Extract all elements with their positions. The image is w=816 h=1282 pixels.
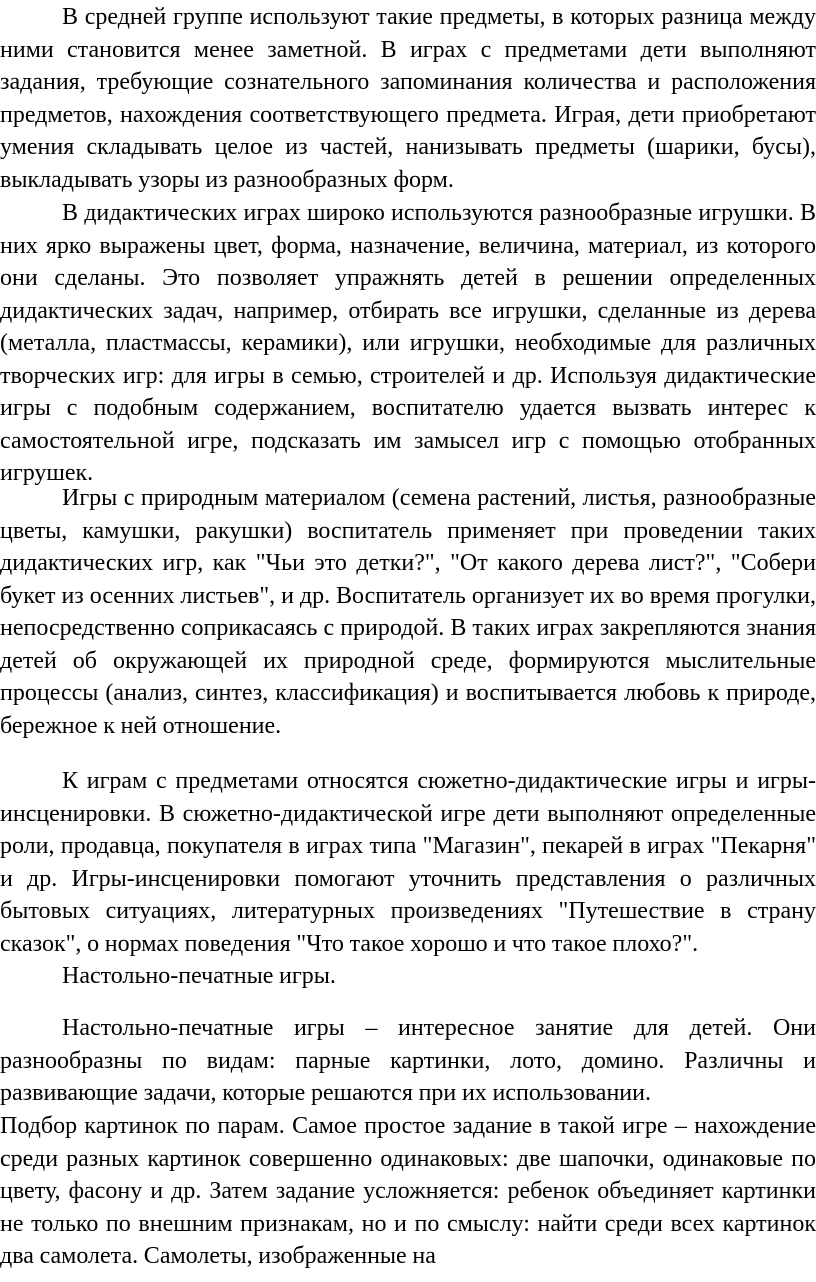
paragraph-plot-didactic-games: К играм с предметами относятся сюжетно-дидактические игры и игры-инсценировки. В сюжетно-дидактической игре дети выполняют определенные роли, продавца, покупателя в играх типа "Магазин", пекарей в играх "Пекарня" и др. Игры-инсценировки помогают уточнить представления о различных бытовых ситуациях, литературных произведениях "Путешествие в страну сказок", о нормах поведения "Что такое хорошо и что такое плохо?". (0, 768, 816, 957)
paragraph-didactic-toys: В дидактических играх широко используются разнообразные игрушки. В них ярко выражены цвет, форма, назначение, величина, материал, из которого они сделаны. Это позволяет упражнять детей в решении определенных дидактических задач, например, отбирать все игрушки, сделанные из дерева (металла, пластмассы, керамики), или игрушки, необходимые для различных творческих игр: для игры в семью, строителей и др. Используя дидактические игры с подобным содержанием, воспитателю удается вызвать интерес к самостоятельной игре, подсказать им замысел игр с помощью отобранных игрушек. (0, 200, 816, 486)
paragraph-natural-material-games: Игры с природным материалом (семена растений, листья, разнообразные цветы, камушки, ракушки) воспитатель применяет при проведении таких дидактических игр, как "Чьи это детки?", "От какого дерева лист?", "Собери букет из осенних листьев", и др. Воспитатель организует их во время прогулки, непосредственно соприкасаясь с природой. В таких играх закрепляются знания детей об окружающей их природной среде, формируются мыслительные процессы (анализ, синтез, классификация) и воспитывается любовь к природе, бережное к ней отношение. (0, 485, 816, 739)
paragraph-board-games-description: Настольно-печатные игры – интересное занятие для детей. Они разнообразны по видам: парные картинки, лото, домино. Различны и развивающие задачи, которые решаются при их использовании. (0, 1015, 816, 1106)
paragraph-board-games-heading: Настольно-печатные игры. (62, 963, 336, 989)
paragraph-middle-group-objects: В средней группе используют такие предметы, в которых разница между ними становится менее заметной. В играх с предметами дети выполняют задания, требующие сознательного запоминания количества и расположения предметов, нахождения соответствующего предмета. Играя, дети приобретают умения складывать целое из частей, нанизывать предметы (шарики, бусы), выкладывать узоры из разнообразных форм. (0, 4, 816, 193)
paragraph-picture-pairs: Подбор картинок по парам. Самое простое задание в такой игре – нахождение среди разных картинок совершенно одинаковых: две шапочки, одинаковые по цвету, фасону и др. Затем задание усложняется: ребенок объединяет картинки не только по внешним признакам, но и по смыслу: найти среди всех картинок два самолета. Самолеты, изображенные на (0, 1113, 816, 1269)
